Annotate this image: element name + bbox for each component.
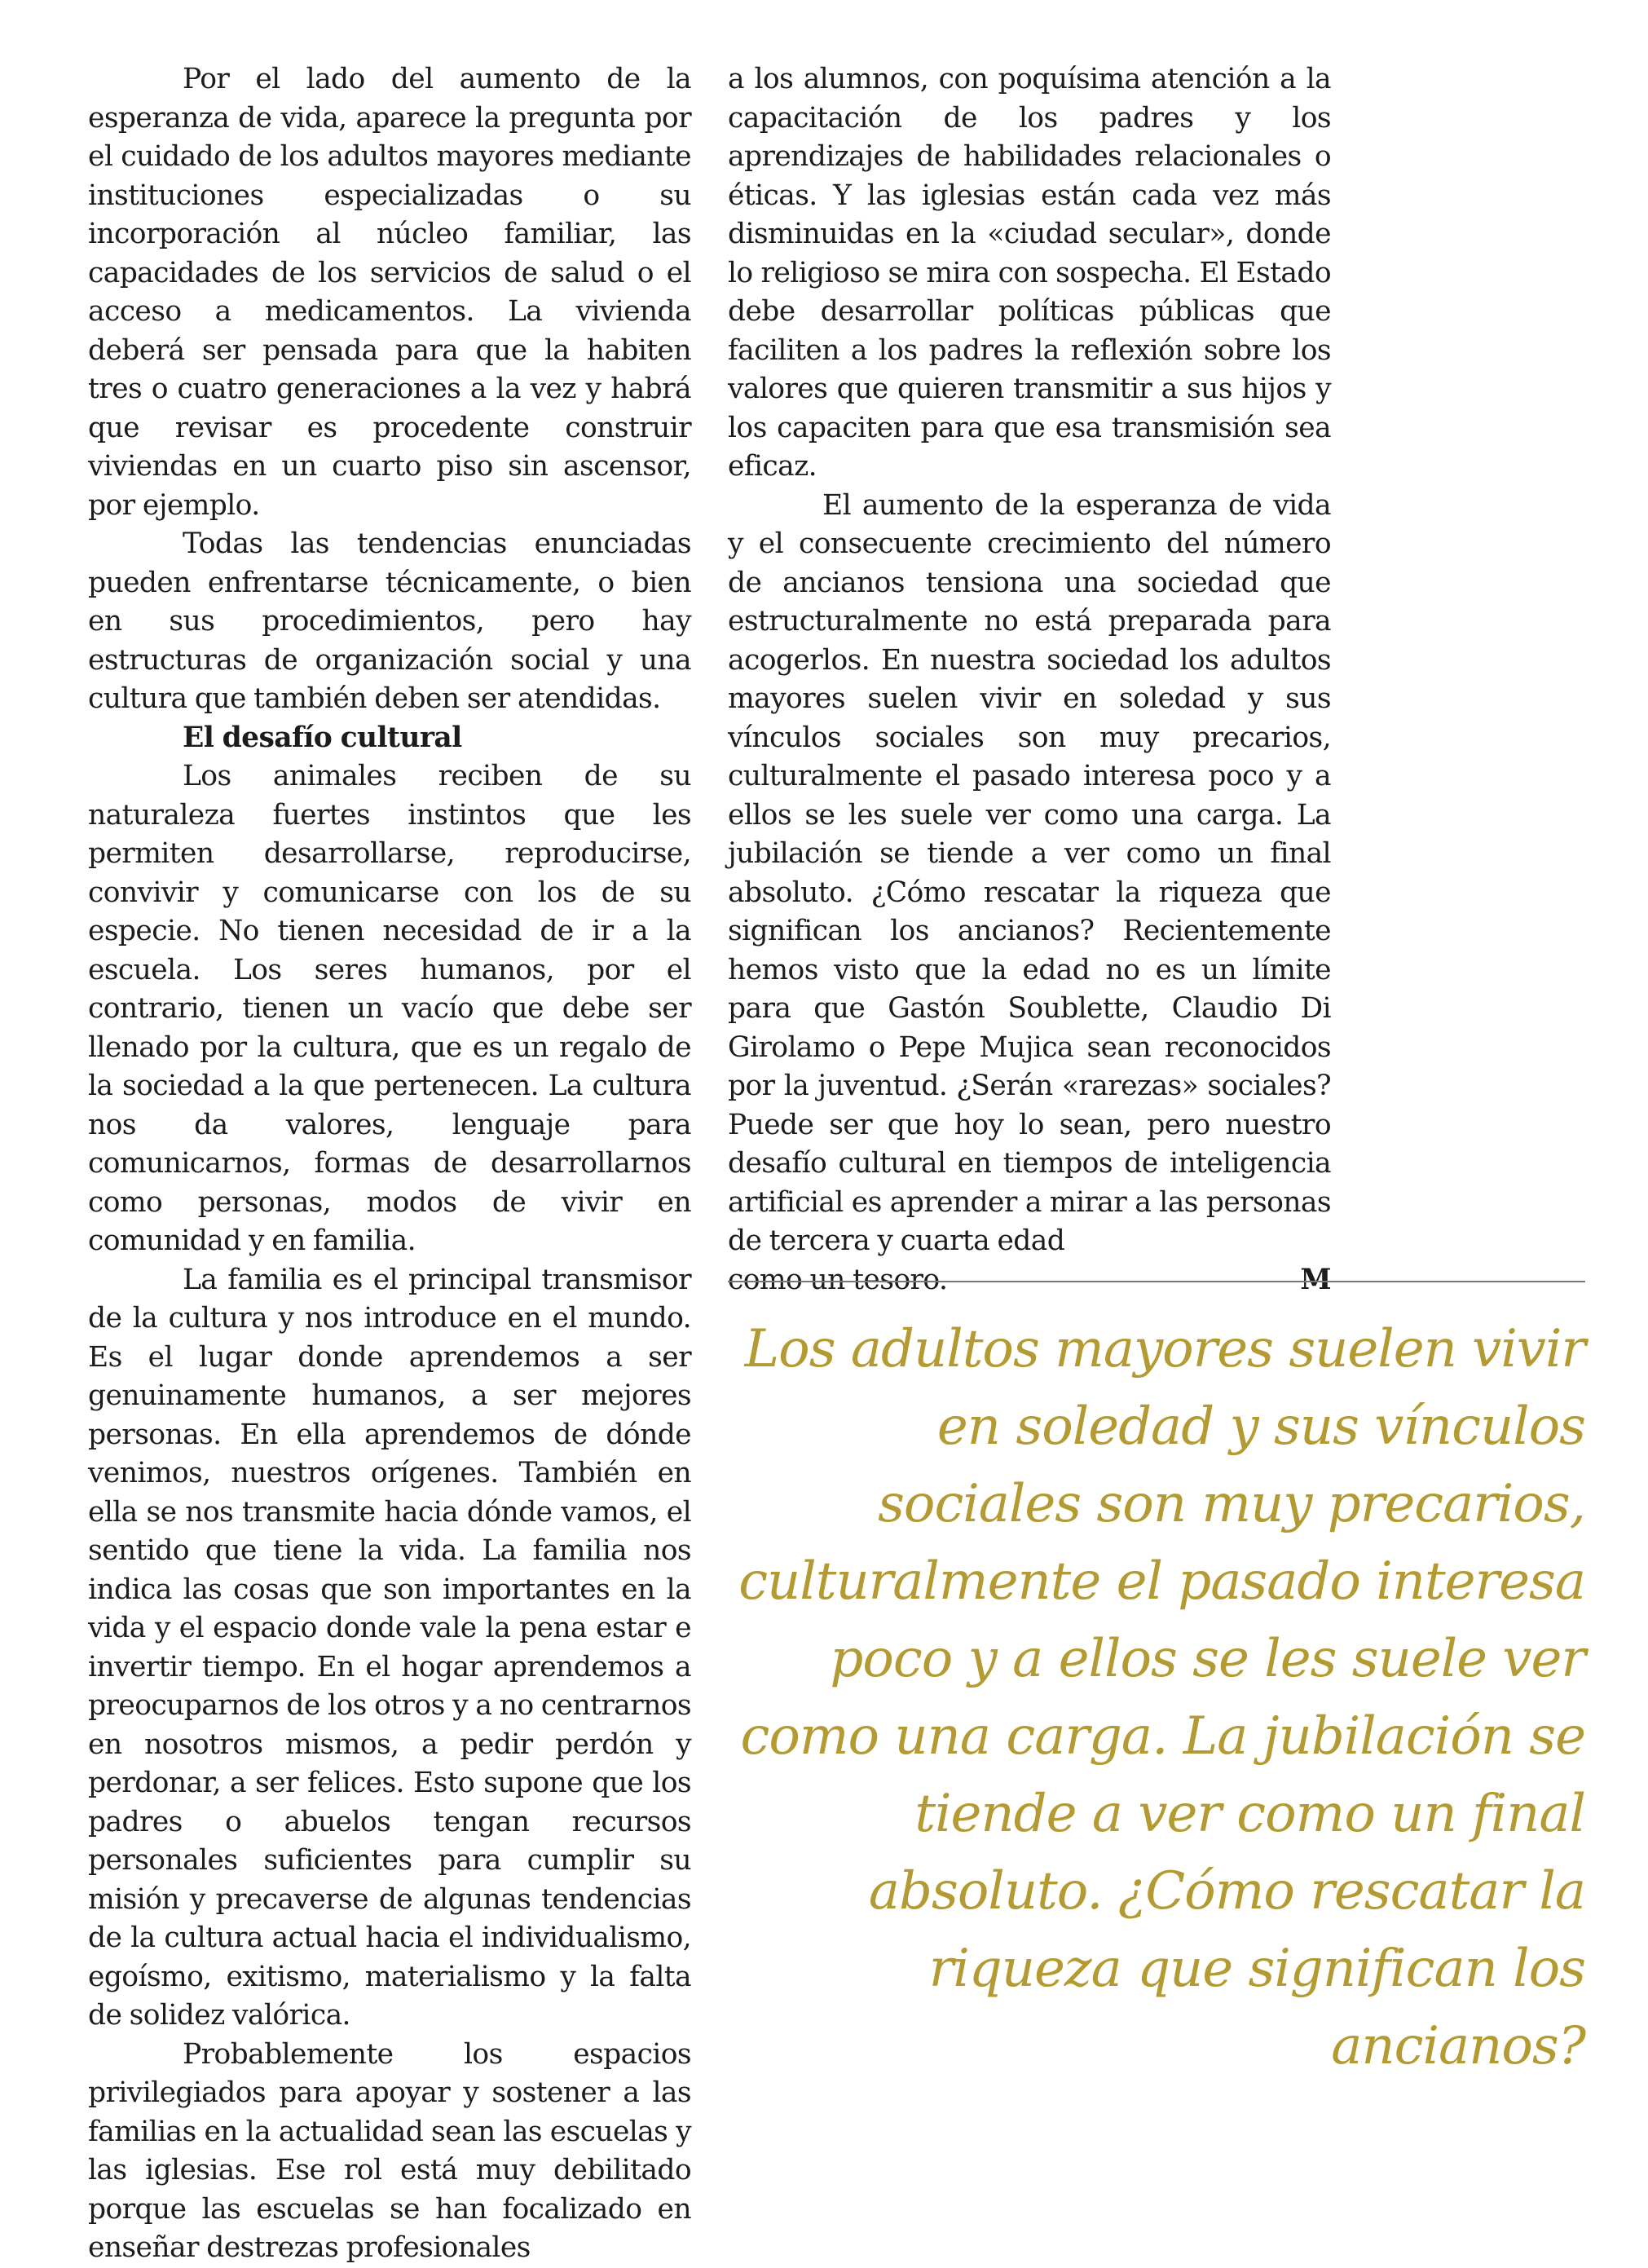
paragraph: a los alumnos, con poquísima atención a la capacitación de los padres y los aprendizajes de habilidades relacionales o éticas. Y las iglesias están cada vez más disminuidas en la «ciudad secular», donde lo religioso se mira con sospecha. El Estado debe desarrollar políticas públicas que faciliten a los padres la reflexión sobre los valores que quieren transmitir a sus hijos y los capaciten para que esa transmisión sea eficaz. [728, 63, 1331, 483]
left-column [88, 60, 691, 2268]
section-heading: El desafío cultural [183, 721, 462, 754]
paragraph: Por el lado del aumento de la esperanza de vida, aparece la pregunta por el cuidado de los adultos mayores mediante instituciones especializadas o su incorporación al núcleo familiar, las capacidades de los servicios de salud o el acceso a medicamentos. La vivienda deberá ser pensada para que la habiten tres o cuatro generaciones a la vez y habrá que revisar es procedente construir viviendas en un cuarto piso sin ascensor, por ejemplo. [88, 63, 691, 522]
paragraph: Probablemente los espacios privilegiados para apoyar y sostener a las familias en la actualidad sean las escuelas y las iglesias. Ese rol está muy debilitado porque las escuelas se han focalizado en enseñar destrezas profesionales [88, 2037, 691, 2264]
paragraph: La familia es el principal transmisor de la cultura y nos introduce en el mundo. Es el lugar donde aprendemos a ser genuinamente humanos, a ser mejores personas. En ella aprendemos de dónde venimos, nuestros orígenes. También en ella se nos transmite hacia dónde vamos, el sentido que tiene la vida. La familia nos indica las cosas que son importantes en la vida y el espacio donde vale la pena estar e invertir tiempo. En el hogar aprendemos a preocuparnos de los otros y a no centrarnos en nosotros mismos, a pedir perdón y perdonar, a ser felices. Esto supone que los padres o abuelos tengan recursos personales suficientes para cumplir su misión y precaverse de algunas tendencias de la cultura actual hacia el individualismo, egoísmo, exitismo, materialismo y la falta de solidez valórica. [88, 1263, 691, 2032]
paragraph: El aumento de la esperanza de vida y el consecuente crecimiento del número de ancianos tensiona una sociedad que estructuralmente no está preparada para acogerlos. En nuestra sociedad los adultos mayores suelen vivir en soledad y sus vínculos sociales son muy precarios, culturalmente el pasado interesa poco y a ellos se les suele ver como una carga. La jubilación se tiende a ver como un final absoluto. ¿Cómo rescatar la riqueza que significan los ancianos? Recientemente hemos visto que la edad no es un límite para que Gastón Soublette, Claudio Di Girolamo o Pepe Mujica sean reconocidos por la juventud. ¿Serán «rarezas» sociales? Puede ser que hoy lo sean, pero nuestro desafío cultural en tiempos de inteligencia artificial es aprender a mirar a las personas de tercera y cuarta edad [728, 488, 1331, 1257]
end-mark: M [1300, 1263, 1331, 1296]
pull-quote: Los adultos mayores suelen vivir en soledad y sus vínculos sociales son muy precarios, culturalmente el pasado interesa poco y a ellos se les suele ver como una carga. La jubilación se tiende a ver como un final absoluto. ¿Cómo rescatar la riqueza que significan los ancianos? [738, 1319, 1585, 2076]
pull-quote-divider [728, 1281, 1585, 1282]
closing-text: como un tesoro. [728, 1263, 948, 1296]
right-column [728, 60, 1331, 1299]
paragraph: Todas las tendencias enunciadas pueden enfrentarse técnicamente, o bien en sus procedimientos, pero hay estructuras de organización social y una cultura que también deben ser atendidas. [88, 527, 691, 715]
paragraph: Los animales reciben de su naturaleza fuertes instintos que les permiten desarrollarse, reproducirse, convivir y comunicarse con los de su especie. No tienen necesidad de ir a la escuela. Los seres humanos, por el contrario, tienen un vacío que debe ser llenado por la cultura, que es un regalo de la sociedad a la que pertenecen. La cultura nos da valores, lenguaje para comunicarnos, formas de desarrollarnos como personas, modos de vivir en comunidad y en familia. [88, 760, 691, 1257]
